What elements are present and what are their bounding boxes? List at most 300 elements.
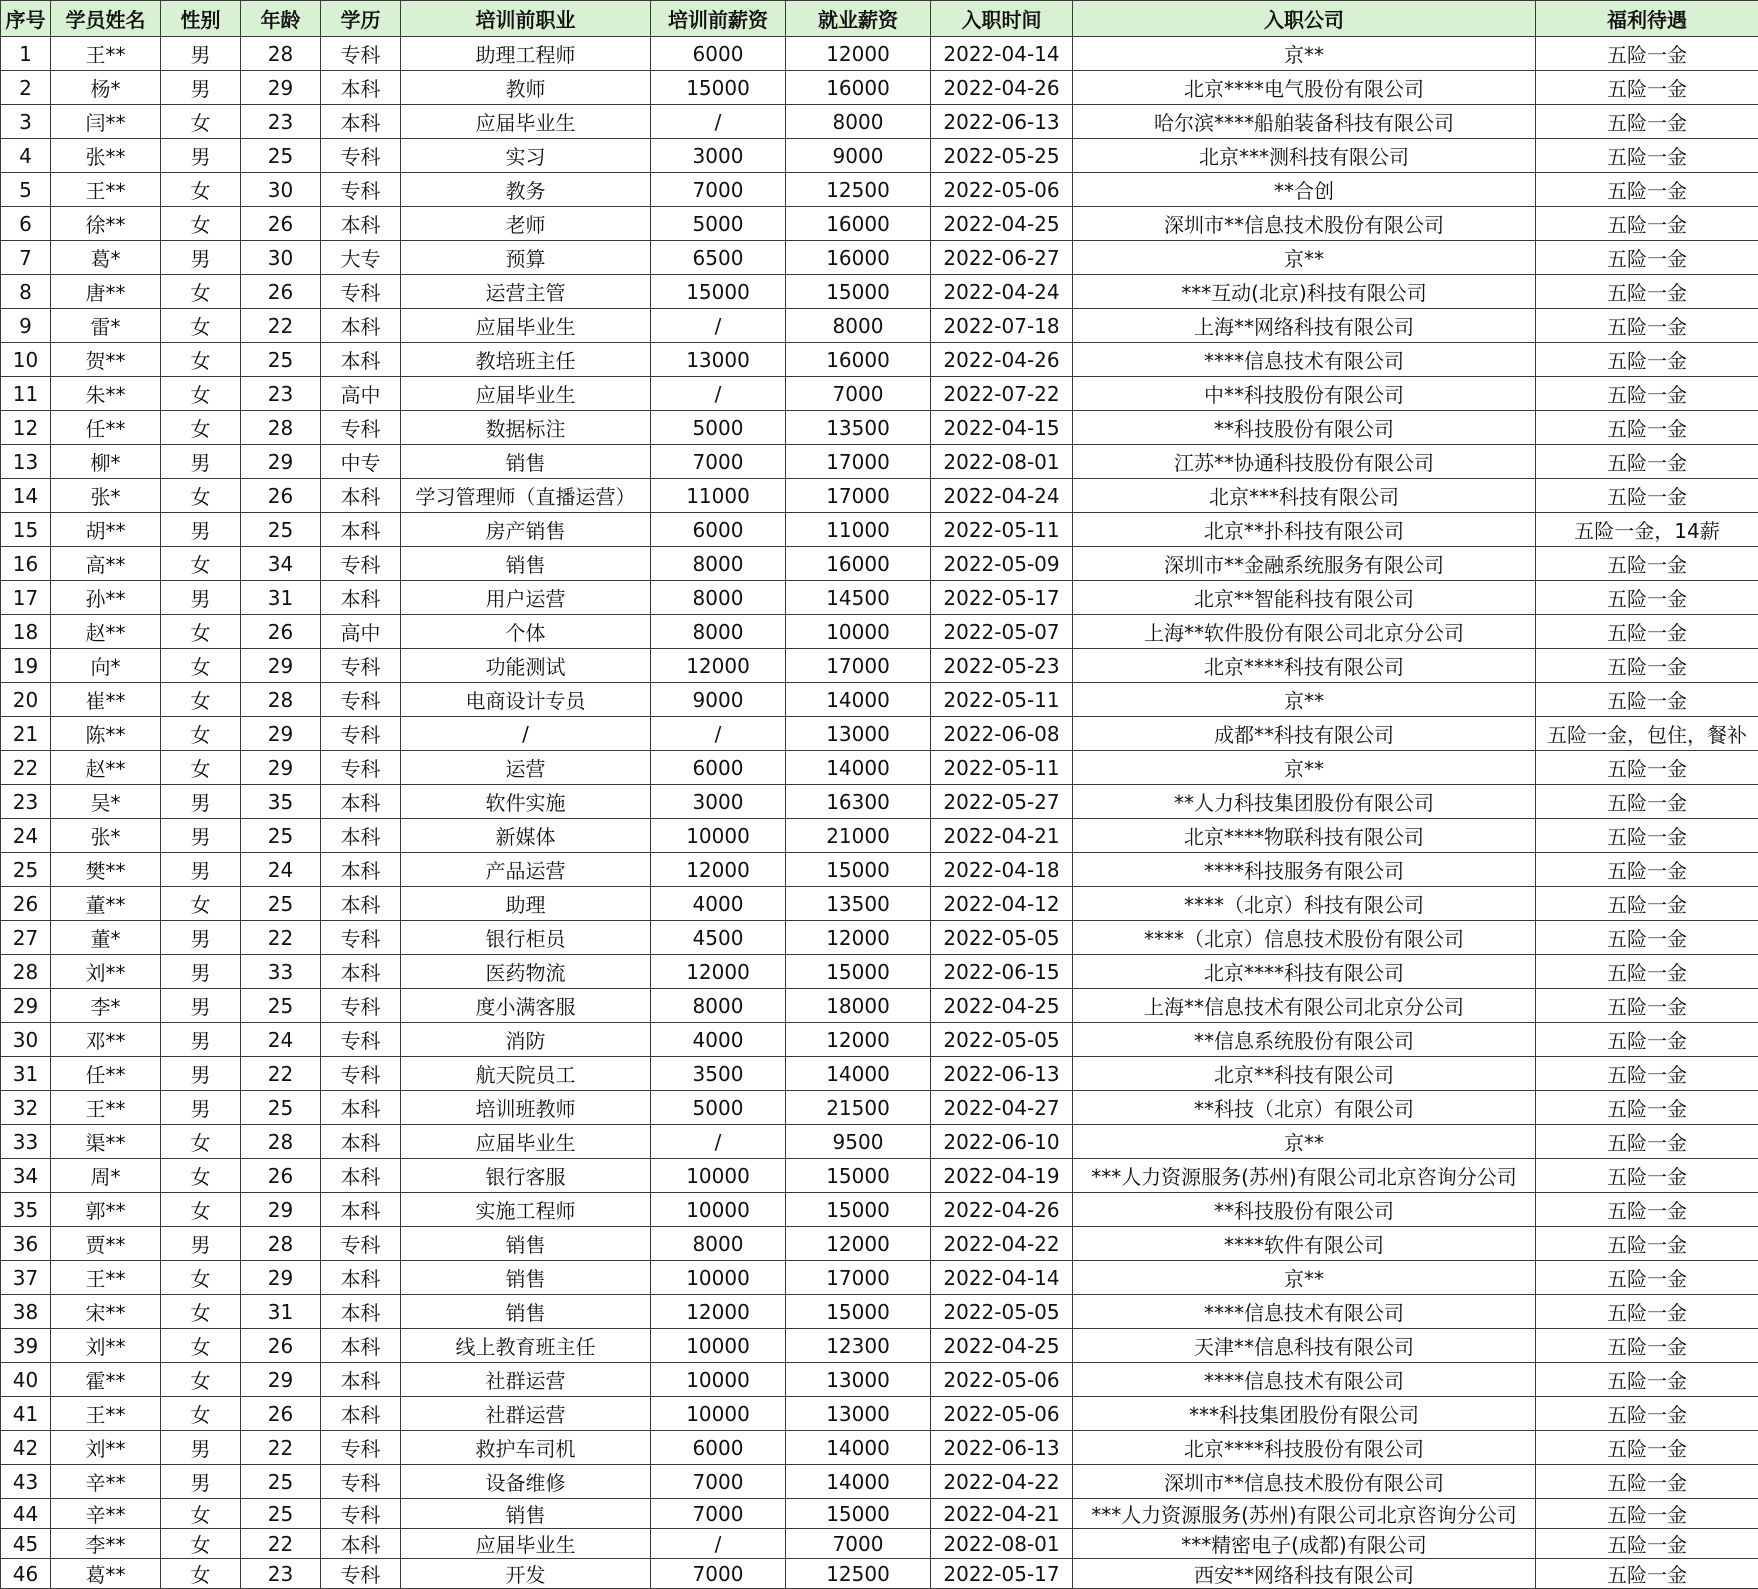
index-cell[interactable]: 21 [1, 717, 51, 751]
gender-cell[interactable]: 女 [161, 1397, 241, 1431]
start-date-cell[interactable]: 2022-04-24 [931, 275, 1073, 309]
start-date-cell[interactable]: 2022-06-08 [931, 717, 1073, 751]
index-cell[interactable]: 35 [1, 1193, 51, 1227]
prior-salary-cell[interactable]: 10000 [651, 1159, 786, 1193]
student-name-cell[interactable]: 杨* [51, 71, 161, 105]
age-cell[interactable]: 28 [241, 1125, 321, 1159]
benefits-cell[interactable]: 五险一金 [1536, 853, 1758, 887]
gender-cell[interactable]: 女 [161, 1529, 241, 1559]
company-cell[interactable]: 北京**科技有限公司 [1073, 1057, 1536, 1091]
prior-salary-cell[interactable]: / [651, 717, 786, 751]
prior-salary-cell[interactable]: 8000 [651, 547, 786, 581]
education-cell[interactable]: 专科 [321, 921, 401, 955]
gender-cell[interactable]: 男 [161, 819, 241, 853]
prior-salary-cell[interactable]: 10000 [651, 819, 786, 853]
prior-salary-cell[interactable]: / [651, 377, 786, 411]
start-date-cell[interactable]: 2022-04-22 [931, 1465, 1073, 1499]
index-cell[interactable]: 30 [1, 1023, 51, 1057]
benefits-cell[interactable]: 五险一金 [1536, 207, 1758, 241]
student-name-cell[interactable]: 渠** [51, 1125, 161, 1159]
gender-cell[interactable]: 女 [161, 1329, 241, 1363]
benefits-cell[interactable]: 五险一金 [1536, 887, 1758, 921]
age-cell[interactable]: 26 [241, 1159, 321, 1193]
new-salary-cell[interactable]: 8000 [786, 105, 931, 139]
prior-job-cell[interactable]: 学习管理师（直播运营） [401, 479, 651, 513]
gender-cell[interactable]: 男 [161, 37, 241, 71]
company-cell[interactable]: 中**科技股份有限公司 [1073, 377, 1536, 411]
new-salary-cell[interactable]: 14000 [786, 1057, 931, 1091]
age-cell[interactable]: 29 [241, 1193, 321, 1227]
index-cell[interactable]: 40 [1, 1363, 51, 1397]
benefits-cell[interactable]: 五险一金 [1536, 377, 1758, 411]
age-cell[interactable]: 29 [241, 71, 321, 105]
education-cell[interactable]: 高中 [321, 377, 401, 411]
age-cell[interactable]: 29 [241, 1261, 321, 1295]
education-cell[interactable]: 专科 [321, 751, 401, 785]
start-date-cell[interactable]: 2022-05-11 [931, 513, 1073, 547]
new-salary-cell[interactable]: 16000 [786, 547, 931, 581]
company-cell[interactable]: 北京****科技有限公司 [1073, 649, 1536, 683]
prior-salary-cell[interactable]: 3500 [651, 1057, 786, 1091]
gender-cell[interactable]: 男 [161, 785, 241, 819]
prior-job-cell[interactable]: 实施工程师 [401, 1193, 651, 1227]
prior-job-cell[interactable]: 销售 [401, 1295, 651, 1329]
prior-job-cell[interactable]: 医药物流 [401, 955, 651, 989]
benefits-cell[interactable]: 五险一金 [1536, 547, 1758, 581]
age-cell[interactable]: 28 [241, 1227, 321, 1261]
new-salary-cell[interactable]: 15000 [786, 955, 931, 989]
index-cell[interactable]: 33 [1, 1125, 51, 1159]
start-date-cell[interactable]: 2022-05-25 [931, 139, 1073, 173]
start-date-cell[interactable]: 2022-04-19 [931, 1159, 1073, 1193]
student-name-cell[interactable]: 赵** [51, 751, 161, 785]
new-salary-cell[interactable]: 15000 [786, 1193, 931, 1227]
company-cell[interactable]: 上海**信息技术有限公司北京分公司 [1073, 989, 1536, 1023]
student-name-cell[interactable]: 葛** [51, 1559, 161, 1589]
company-cell[interactable]: 北京**智能科技有限公司 [1073, 581, 1536, 615]
student-name-cell[interactable]: 刘** [51, 1329, 161, 1363]
education-cell[interactable]: 专科 [321, 411, 401, 445]
prior-salary-cell[interactable]: 3000 [651, 139, 786, 173]
benefits-cell[interactable]: 五险一金 [1536, 1397, 1758, 1431]
gender-cell[interactable]: 男 [161, 1431, 241, 1465]
index-cell[interactable]: 46 [1, 1559, 51, 1589]
company-cell[interactable]: 深圳市**信息技术股份有限公司 [1073, 207, 1536, 241]
index-cell[interactable]: 43 [1, 1465, 51, 1499]
prior-job-cell[interactable]: 用户运营 [401, 581, 651, 615]
index-cell[interactable]: 37 [1, 1261, 51, 1295]
prior-salary-cell[interactable]: 6000 [651, 513, 786, 547]
benefits-cell[interactable]: 五险一金 [1536, 955, 1758, 989]
gender-cell[interactable]: 女 [161, 887, 241, 921]
benefits-cell[interactable]: 五险一金，包住，餐补 [1536, 717, 1758, 751]
benefits-cell[interactable]: 五险一金 [1536, 1559, 1758, 1589]
start-date-cell[interactable]: 2022-08-01 [931, 445, 1073, 479]
prior-job-cell[interactable]: 设备维修 [401, 1465, 651, 1499]
prior-salary-cell[interactable]: 6000 [651, 1431, 786, 1465]
education-cell[interactable]: 本科 [321, 1125, 401, 1159]
index-cell[interactable]: 9 [1, 309, 51, 343]
new-salary-cell[interactable]: 16000 [786, 241, 931, 275]
index-cell[interactable]: 12 [1, 411, 51, 445]
education-cell[interactable]: 专科 [321, 139, 401, 173]
benefits-cell[interactable]: 五险一金 [1536, 1227, 1758, 1261]
new-salary-cell[interactable]: 13500 [786, 411, 931, 445]
student-name-cell[interactable]: 王** [51, 1261, 161, 1295]
education-cell[interactable]: 本科 [321, 581, 401, 615]
start-date-cell[interactable]: 2022-06-13 [931, 105, 1073, 139]
student-name-cell[interactable]: 李* [51, 989, 161, 1023]
gender-cell[interactable]: 女 [161, 1125, 241, 1159]
student-name-cell[interactable]: 陈** [51, 717, 161, 751]
age-cell[interactable]: 23 [241, 377, 321, 411]
age-cell[interactable]: 23 [241, 1559, 321, 1589]
prior-salary-cell[interactable]: 12000 [651, 853, 786, 887]
new-salary-cell[interactable]: 12500 [786, 1559, 931, 1589]
company-cell[interactable]: 天津**信息科技有限公司 [1073, 1329, 1536, 1363]
gender-cell[interactable]: 男 [161, 241, 241, 275]
student-name-cell[interactable]: 雷* [51, 309, 161, 343]
start-date-cell[interactable]: 2022-04-24 [931, 479, 1073, 513]
new-salary-cell[interactable]: 7000 [786, 377, 931, 411]
benefits-cell[interactable]: 五险一金 [1536, 445, 1758, 479]
gender-cell[interactable]: 女 [161, 309, 241, 343]
age-cell[interactable]: 25 [241, 887, 321, 921]
col-company-header[interactable]: 入职公司 [1073, 1, 1536, 37]
company-cell[interactable]: ****科技服务有限公司 [1073, 853, 1536, 887]
education-cell[interactable]: 本科 [321, 955, 401, 989]
age-cell[interactable]: 25 [241, 1091, 321, 1125]
prior-salary-cell[interactable]: 3000 [651, 785, 786, 819]
start-date-cell[interactable]: 2022-04-25 [931, 1329, 1073, 1363]
student-name-cell[interactable]: 辛** [51, 1499, 161, 1529]
education-cell[interactable]: 专科 [321, 173, 401, 207]
education-cell[interactable]: 本科 [321, 1397, 401, 1431]
age-cell[interactable]: 22 [241, 309, 321, 343]
index-cell[interactable]: 19 [1, 649, 51, 683]
gender-cell[interactable]: 女 [161, 1261, 241, 1295]
prior-job-cell[interactable]: 电商设计专员 [401, 683, 651, 717]
age-cell[interactable]: 22 [241, 1431, 321, 1465]
benefits-cell[interactable]: 五险一金 [1536, 1295, 1758, 1329]
index-cell[interactable]: 45 [1, 1529, 51, 1559]
company-cell[interactable]: 京** [1073, 1125, 1536, 1159]
benefits-cell[interactable]: 五险一金 [1536, 1023, 1758, 1057]
col-student-name-header[interactable]: 学员姓名 [51, 1, 161, 37]
col-prior-salary-header[interactable]: 培训前薪资 [651, 1, 786, 37]
new-salary-cell[interactable]: 8000 [786, 309, 931, 343]
education-cell[interactable]: 本科 [321, 887, 401, 921]
new-salary-cell[interactable]: 15000 [786, 1159, 931, 1193]
col-index-header[interactable]: 序号 [1, 1, 51, 37]
prior-salary-cell[interactable]: / [651, 1125, 786, 1159]
benefits-cell[interactable]: 五险一金 [1536, 649, 1758, 683]
benefits-cell[interactable]: 五险一金 [1536, 1159, 1758, 1193]
index-cell[interactable]: 5 [1, 173, 51, 207]
age-cell[interactable]: 26 [241, 207, 321, 241]
benefits-cell[interactable]: 五险一金 [1536, 139, 1758, 173]
new-salary-cell[interactable]: 12300 [786, 1329, 931, 1363]
benefits-cell[interactable]: 五险一金 [1536, 921, 1758, 955]
start-date-cell[interactable]: 2022-04-14 [931, 37, 1073, 71]
gender-cell[interactable]: 男 [161, 139, 241, 173]
student-name-cell[interactable]: 朱** [51, 377, 161, 411]
prior-salary-cell[interactable]: 15000 [651, 71, 786, 105]
age-cell[interactable]: 25 [241, 139, 321, 173]
education-cell[interactable]: 本科 [321, 513, 401, 547]
gender-cell[interactable]: 男 [161, 921, 241, 955]
education-cell[interactable]: 本科 [321, 207, 401, 241]
student-name-cell[interactable]: 向* [51, 649, 161, 683]
start-date-cell[interactable]: 2022-05-07 [931, 615, 1073, 649]
benefits-cell[interactable]: 五险一金 [1536, 751, 1758, 785]
index-cell[interactable]: 10 [1, 343, 51, 377]
student-name-cell[interactable]: 崔** [51, 683, 161, 717]
new-salary-cell[interactable]: 16000 [786, 343, 931, 377]
company-cell[interactable]: ***人力资源服务(苏州)有限公司北京咨询分公司 [1073, 1159, 1536, 1193]
prior-salary-cell[interactable]: 12000 [651, 649, 786, 683]
company-cell[interactable]: 京** [1073, 1261, 1536, 1295]
index-cell[interactable]: 39 [1, 1329, 51, 1363]
education-cell[interactable]: 本科 [321, 1363, 401, 1397]
student-name-cell[interactable]: 王** [51, 173, 161, 207]
new-salary-cell[interactable]: 7000 [786, 1529, 931, 1559]
education-cell[interactable]: 专科 [321, 1465, 401, 1499]
student-name-cell[interactable]: 樊** [51, 853, 161, 887]
new-salary-cell[interactable]: 12000 [786, 1023, 931, 1057]
benefits-cell[interactable]: 五险一金 [1536, 37, 1758, 71]
education-cell[interactable]: 本科 [321, 1091, 401, 1125]
age-cell[interactable]: 26 [241, 615, 321, 649]
new-salary-cell[interactable]: 12000 [786, 1227, 931, 1261]
benefits-cell[interactable]: 五险一金 [1536, 785, 1758, 819]
start-date-cell[interactable]: 2022-05-11 [931, 683, 1073, 717]
company-cell[interactable]: 成都**科技有限公司 [1073, 717, 1536, 751]
gender-cell[interactable]: 女 [161, 615, 241, 649]
new-salary-cell[interactable]: 17000 [786, 479, 931, 513]
benefits-cell[interactable]: 五险一金 [1536, 309, 1758, 343]
index-cell[interactable]: 14 [1, 479, 51, 513]
student-name-cell[interactable]: 李** [51, 1529, 161, 1559]
start-date-cell[interactable]: 2022-05-11 [931, 751, 1073, 785]
education-cell[interactable]: 本科 [321, 105, 401, 139]
new-salary-cell[interactable]: 16000 [786, 71, 931, 105]
gender-cell[interactable]: 女 [161, 547, 241, 581]
prior-salary-cell[interactable]: 8000 [651, 1227, 786, 1261]
age-cell[interactable]: 30 [241, 241, 321, 275]
company-cell[interactable]: **科技股份有限公司 [1073, 411, 1536, 445]
gender-cell[interactable]: 女 [161, 105, 241, 139]
index-cell[interactable]: 6 [1, 207, 51, 241]
age-cell[interactable]: 25 [241, 1465, 321, 1499]
prior-salary-cell[interactable]: 7000 [651, 445, 786, 479]
student-name-cell[interactable]: 霍** [51, 1363, 161, 1397]
prior-salary-cell[interactable]: 7000 [651, 173, 786, 207]
new-salary-cell[interactable]: 14500 [786, 581, 931, 615]
start-date-cell[interactable]: 2022-08-01 [931, 1529, 1073, 1559]
student-name-cell[interactable]: 贺** [51, 343, 161, 377]
gender-cell[interactable]: 女 [161, 411, 241, 445]
age-cell[interactable]: 29 [241, 649, 321, 683]
education-cell[interactable]: 专科 [321, 717, 401, 751]
index-cell[interactable]: 29 [1, 989, 51, 1023]
new-salary-cell[interactable]: 15000 [786, 1499, 931, 1529]
student-name-cell[interactable]: 任** [51, 1057, 161, 1091]
student-name-cell[interactable]: 郭** [51, 1193, 161, 1227]
new-salary-cell[interactable]: 17000 [786, 649, 931, 683]
gender-cell[interactable]: 女 [161, 173, 241, 207]
age-cell[interactable]: 22 [241, 1529, 321, 1559]
prior-job-cell[interactable]: 销售 [401, 445, 651, 479]
new-salary-cell[interactable]: 14000 [786, 683, 931, 717]
benefits-cell[interactable]: 五险一金 [1536, 819, 1758, 853]
new-salary-cell[interactable]: 14000 [786, 1431, 931, 1465]
company-cell[interactable]: ***科技集团股份有限公司 [1073, 1397, 1536, 1431]
start-date-cell[interactable]: 2022-04-14 [931, 1261, 1073, 1295]
prior-salary-cell[interactable]: 10000 [651, 1397, 786, 1431]
prior-job-cell[interactable]: 航天院员工 [401, 1057, 651, 1091]
education-cell[interactable]: 大专 [321, 241, 401, 275]
benefits-cell[interactable]: 五险一金 [1536, 1329, 1758, 1363]
index-cell[interactable]: 13 [1, 445, 51, 479]
start-date-cell[interactable]: 2022-04-25 [931, 207, 1073, 241]
new-salary-cell[interactable]: 17000 [786, 1261, 931, 1295]
benefits-cell[interactable]: 五险一金 [1536, 343, 1758, 377]
gender-cell[interactable]: 男 [161, 71, 241, 105]
company-cell[interactable]: 北京***测科技有限公司 [1073, 139, 1536, 173]
index-cell[interactable]: 28 [1, 955, 51, 989]
benefits-cell[interactable]: 五险一金 [1536, 1193, 1758, 1227]
age-cell[interactable]: 29 [241, 445, 321, 479]
index-cell[interactable]: 41 [1, 1397, 51, 1431]
gender-cell[interactable]: 女 [161, 479, 241, 513]
new-salary-cell[interactable]: 18000 [786, 989, 931, 1023]
index-cell[interactable]: 1 [1, 37, 51, 71]
student-name-cell[interactable]: 王** [51, 1091, 161, 1125]
age-cell[interactable]: 25 [241, 513, 321, 547]
prior-job-cell[interactable]: 软件实施 [401, 785, 651, 819]
company-cell[interactable]: 京** [1073, 37, 1536, 71]
age-cell[interactable]: 34 [241, 547, 321, 581]
age-cell[interactable]: 33 [241, 955, 321, 989]
index-cell[interactable]: 38 [1, 1295, 51, 1329]
company-cell[interactable]: 京** [1073, 683, 1536, 717]
start-date-cell[interactable]: 2022-05-23 [931, 649, 1073, 683]
age-cell[interactable]: 28 [241, 37, 321, 71]
age-cell[interactable]: 25 [241, 1499, 321, 1529]
benefits-cell[interactable]: 五险一金 [1536, 1465, 1758, 1499]
prior-job-cell[interactable]: 应届毕业生 [401, 377, 651, 411]
prior-salary-cell[interactable]: 5000 [651, 411, 786, 445]
prior-job-cell[interactable]: 销售 [401, 1227, 651, 1261]
company-cell[interactable]: 北京****电气股份有限公司 [1073, 71, 1536, 105]
new-salary-cell[interactable]: 9000 [786, 139, 931, 173]
prior-job-cell[interactable]: 房产销售 [401, 513, 651, 547]
education-cell[interactable]: 本科 [321, 71, 401, 105]
prior-salary-cell[interactable]: 12000 [651, 955, 786, 989]
benefits-cell[interactable]: 五险一金 [1536, 411, 1758, 445]
col-benefits-header[interactable]: 福利待遇 [1536, 1, 1758, 37]
company-cell[interactable]: **人力科技集团股份有限公司 [1073, 785, 1536, 819]
prior-salary-cell[interactable]: 13000 [651, 343, 786, 377]
company-cell[interactable]: ***互动(北京)科技有限公司 [1073, 275, 1536, 309]
student-name-cell[interactable]: 闫** [51, 105, 161, 139]
new-salary-cell[interactable]: 13000 [786, 1363, 931, 1397]
index-cell[interactable]: 7 [1, 241, 51, 275]
benefits-cell[interactable]: 五险一金 [1536, 173, 1758, 207]
prior-salary-cell[interactable]: 6500 [651, 241, 786, 275]
new-salary-cell[interactable]: 14000 [786, 1465, 931, 1499]
prior-salary-cell[interactable]: 7000 [651, 1465, 786, 1499]
new-salary-cell[interactable]: 15000 [786, 275, 931, 309]
new-salary-cell[interactable]: 13500 [786, 887, 931, 921]
gender-cell[interactable]: 女 [161, 1159, 241, 1193]
gender-cell[interactable]: 女 [161, 1499, 241, 1529]
start-date-cell[interactable]: 2022-06-13 [931, 1057, 1073, 1091]
prior-job-cell[interactable]: 助理 [401, 887, 651, 921]
education-cell[interactable]: 专科 [321, 1057, 401, 1091]
student-name-cell[interactable]: 刘** [51, 1431, 161, 1465]
benefits-cell[interactable]: 五险一金 [1536, 615, 1758, 649]
gender-cell[interactable]: 女 [161, 1559, 241, 1589]
benefits-cell[interactable]: 五险一金 [1536, 581, 1758, 615]
education-cell[interactable]: 本科 [321, 1329, 401, 1363]
age-cell[interactable]: 29 [241, 1363, 321, 1397]
gender-cell[interactable]: 女 [161, 1193, 241, 1227]
start-date-cell[interactable]: 2022-04-26 [931, 1193, 1073, 1227]
education-cell[interactable]: 专科 [321, 1227, 401, 1261]
prior-job-cell[interactable]: 功能测试 [401, 649, 651, 683]
prior-job-cell[interactable]: 度小满客服 [401, 989, 651, 1023]
prior-job-cell[interactable]: 预算 [401, 241, 651, 275]
gender-cell[interactable]: 男 [161, 1227, 241, 1261]
start-date-cell[interactable]: 2022-04-26 [931, 343, 1073, 377]
prior-salary-cell[interactable]: 10000 [651, 1261, 786, 1295]
start-date-cell[interactable]: 2022-05-17 [931, 1559, 1073, 1589]
age-cell[interactable]: 29 [241, 751, 321, 785]
prior-job-cell[interactable]: 产品运营 [401, 853, 651, 887]
prior-job-cell[interactable]: 社群运营 [401, 1363, 651, 1397]
student-name-cell[interactable]: 刘** [51, 955, 161, 989]
age-cell[interactable]: 30 [241, 173, 321, 207]
age-cell[interactable]: 31 [241, 1295, 321, 1329]
gender-cell[interactable]: 男 [161, 989, 241, 1023]
index-cell[interactable]: 44 [1, 1499, 51, 1529]
new-salary-cell[interactable]: 21500 [786, 1091, 931, 1125]
student-name-cell[interactable]: 吴* [51, 785, 161, 819]
company-cell[interactable]: 哈尔滨****船舶装备科技有限公司 [1073, 105, 1536, 139]
gender-cell[interactable]: 男 [161, 445, 241, 479]
col-gender-header[interactable]: 性别 [161, 1, 241, 37]
company-cell[interactable]: 北京**扑科技有限公司 [1073, 513, 1536, 547]
start-date-cell[interactable]: 2022-05-05 [931, 1295, 1073, 1329]
prior-job-cell[interactable]: 销售 [401, 547, 651, 581]
benefits-cell[interactable]: 五险一金 [1536, 1057, 1758, 1091]
prior-job-cell[interactable]: 应届毕业生 [401, 1125, 651, 1159]
start-date-cell[interactable]: 2022-04-15 [931, 411, 1073, 445]
prior-job-cell[interactable]: 新媒体 [401, 819, 651, 853]
benefits-cell[interactable]: 五险一金 [1536, 71, 1758, 105]
student-name-cell[interactable]: 董* [51, 921, 161, 955]
company-cell[interactable]: ***精密电子(成都)有限公司 [1073, 1529, 1536, 1559]
company-cell[interactable]: ***人力资源服务(苏州)有限公司北京咨询分公司 [1073, 1499, 1536, 1529]
gender-cell[interactable]: 女 [161, 717, 241, 751]
prior-job-cell[interactable]: 银行柜员 [401, 921, 651, 955]
company-cell[interactable]: ****（北京）科技有限公司 [1073, 887, 1536, 921]
education-cell[interactable]: 本科 [321, 479, 401, 513]
company-cell[interactable]: ****信息技术有限公司 [1073, 343, 1536, 377]
prior-salary-cell[interactable]: 5000 [651, 1091, 786, 1125]
